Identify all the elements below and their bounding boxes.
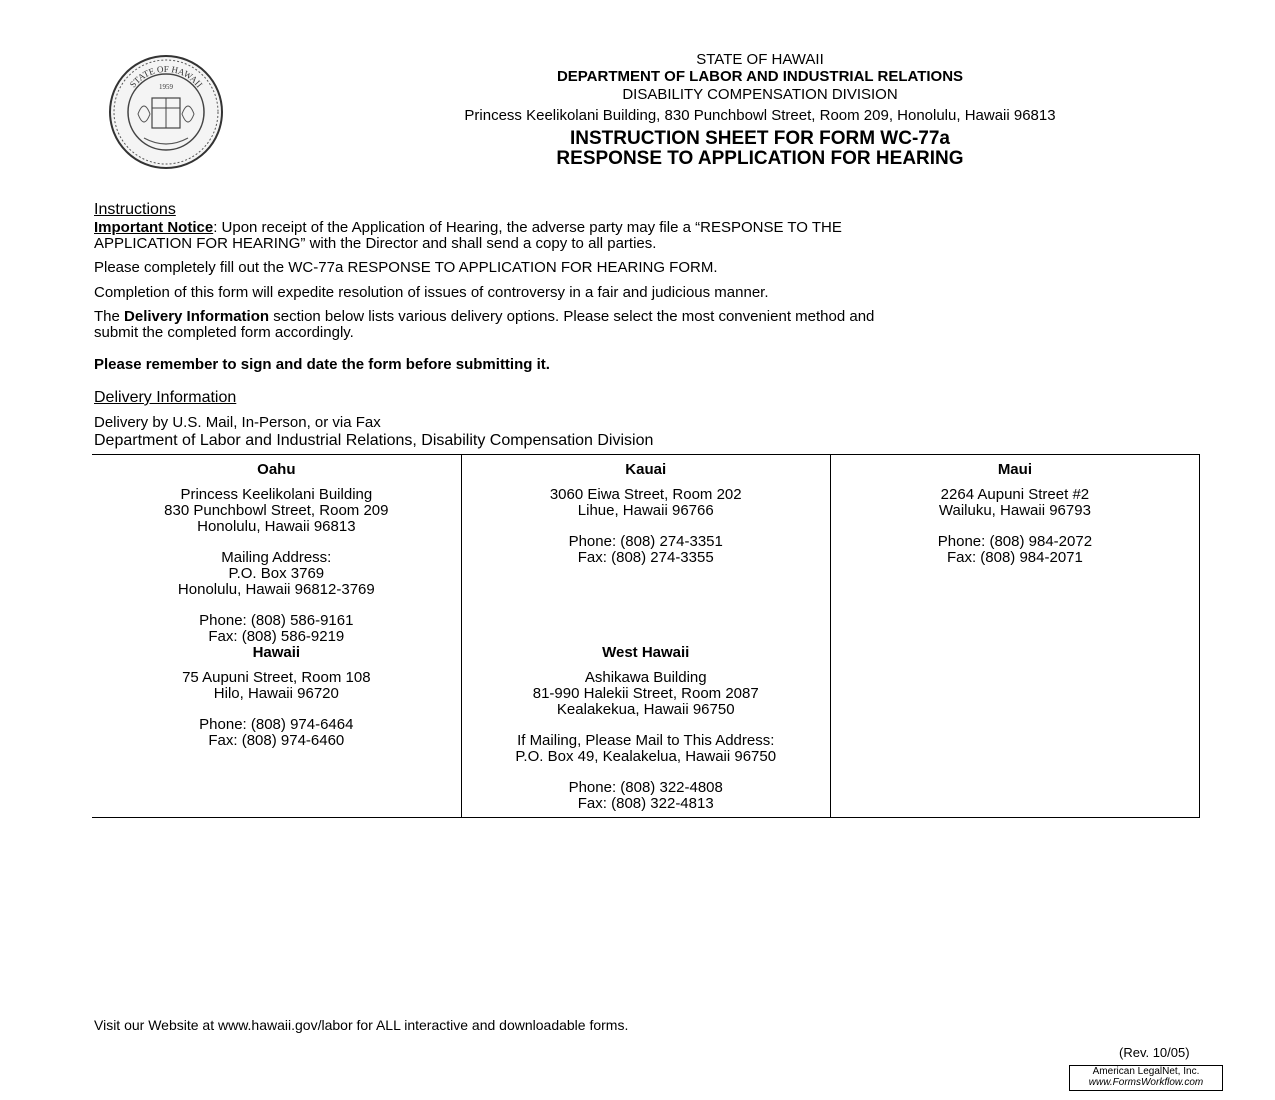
sign-reminder: Please remember to sign and date the form before submitting it. <box>94 356 550 373</box>
office-address-line: 75 Aupuni Street, Room 108 <box>182 669 371 686</box>
office-address-line: Wailuku, Hawaii 96793 <box>938 502 1091 519</box>
office-phone: Phone: (808) 984-2072 <box>937 533 1093 550</box>
office-address-line: 830 Punchbowl Street, Room 209 <box>164 502 389 519</box>
office-name: Maui <box>997 461 1032 478</box>
publisher-name: American LegalNet, Inc. <box>1092 1066 1200 1077</box>
delivery-note-line2: submit the completed form accordingly. <box>94 324 354 341</box>
important-notice-line2: APPLICATION FOR HEARING” with the Director and shall send a copy to all parties. <box>94 235 657 252</box>
important-notice-label: Important Notice <box>94 219 214 236</box>
instructions-heading: Instructions <box>94 201 176 218</box>
page-subtitle: RESPONSE TO APPLICATION FOR HEARING <box>556 148 964 169</box>
office-phone: Phone: (808) 974-6464 <box>199 716 354 733</box>
office-oahu <box>92 455 461 646</box>
delivery-method: Delivery by U.S. Mail, In-Person, or via Fax <box>94 414 381 431</box>
revision-label: (Rev. 10/05) <box>1119 1045 1190 1060</box>
svg-text:1959: 1959 <box>159 83 173 91</box>
office-address-line: Honolulu, Hawaii 96813 <box>197 518 356 535</box>
header-division: DISABILITY COMPENSATION DIVISION <box>622 86 898 103</box>
publisher-stamp <box>1069 1065 1223 1091</box>
header-state: STATE OF HAWAII <box>696 51 824 68</box>
important-notice-text: : Upon receipt of the Application of Hearing, the adverse party may file a “RESPONSE TO THE <box>213 219 842 236</box>
office-phone: Phone: (808) 274-3351 <box>568 533 723 550</box>
offices-table <box>92 454 1200 818</box>
header-department: DEPARTMENT OF LABOR AND INDUSTRIAL RELATIONS <box>556 68 964 85</box>
svg-text:STATE OF HAWAII: STATE OF HAWAII <box>127 63 205 90</box>
office-hawaii <box>92 645 461 818</box>
office-west-hawaii <box>461 645 830 818</box>
office-address-line: 3060 Eiwa Street, Room 202 <box>549 486 742 503</box>
office-address-line: Hilo, Hawaii 96720 <box>213 685 339 702</box>
office-address-line: Lihue, Hawaii 96766 <box>577 502 714 519</box>
office-address-line: Kealakekua, Hawaii 96750 <box>556 701 735 718</box>
office-mailing-line: Honolulu, Hawaii 96812-3769 <box>177 581 375 598</box>
office-name: Oahu <box>257 461 296 478</box>
office-fax: Fax: (808) 974-6460 <box>208 732 345 749</box>
office-mailing-label: If Mailing, Please Mail to This Address: <box>517 732 775 749</box>
delivery-department: Department of Labor and Industrial Relations, Disability Compensation Division <box>94 432 654 449</box>
office-fax: Fax: (808) 274-3355 <box>577 549 714 566</box>
office-kauai <box>461 455 830 646</box>
office-name: West Hawaii <box>602 644 690 661</box>
office-fax: Fax: (808) 984-2071 <box>946 549 1083 566</box>
office-mailing-label: Mailing Address: <box>221 549 332 566</box>
office-mailing-line: P.O. Box 49, Kealakelua, Hawaii 96750 <box>515 748 777 765</box>
fill-out-instruction: Please completely fill out the WC-77a RESPONSE TO APPLICATION FOR HEARING FORM. <box>94 259 718 276</box>
office-name: Kauai <box>625 461 667 478</box>
office-mailing-line: P.O. Box 3769 <box>228 565 325 582</box>
website-note: Visit our Website at www.hawaii.gov/labor for ALL interactive and downloadable forms. <box>94 1017 629 1033</box>
header-address: Princess Keelikolani Building, 830 Punchbowl Street, Room 209, Honolulu, Hawaii 96813 <box>464 107 1056 124</box>
page-title: INSTRUCTION SHEET FOR FORM WC-77a <box>569 128 950 149</box>
office-address-line: 2264 Aupuni Street #2 <box>940 486 1090 503</box>
delivery-note: The Delivery Information section below lists various delivery options. Please select the most convenient method and <box>94 308 875 325</box>
office-fax: Fax: (808) 586-9219 <box>208 628 345 645</box>
office-name: Hawaii <box>252 644 301 661</box>
publisher-url: www.FormsWorkflow.com <box>1088 1077 1204 1088</box>
important-notice <box>94 220 842 236</box>
office-maui <box>830 455 1199 646</box>
office-address-line: 81-990 Halekii Street, Room 2087 <box>532 685 759 702</box>
office-empty <box>830 645 1199 818</box>
office-fax: Fax: (808) 322-4813 <box>577 795 714 812</box>
state-seal-icon <box>108 54 224 170</box>
office-phone: Phone: (808) 322-4808 <box>568 779 723 796</box>
office-phone: Phone: (808) 586-9161 <box>199 612 354 629</box>
office-address-line: Princess Keelikolani Building <box>180 486 373 503</box>
delivery-note-bold: Delivery Information <box>124 308 270 325</box>
office-address-line: Ashikawa Building <box>584 669 707 686</box>
completion-note: Completion of this form will expedite resolution of issues of controversy in a fair and judicious manner. <box>94 284 769 301</box>
delivery-heading: Delivery Information <box>94 389 237 406</box>
